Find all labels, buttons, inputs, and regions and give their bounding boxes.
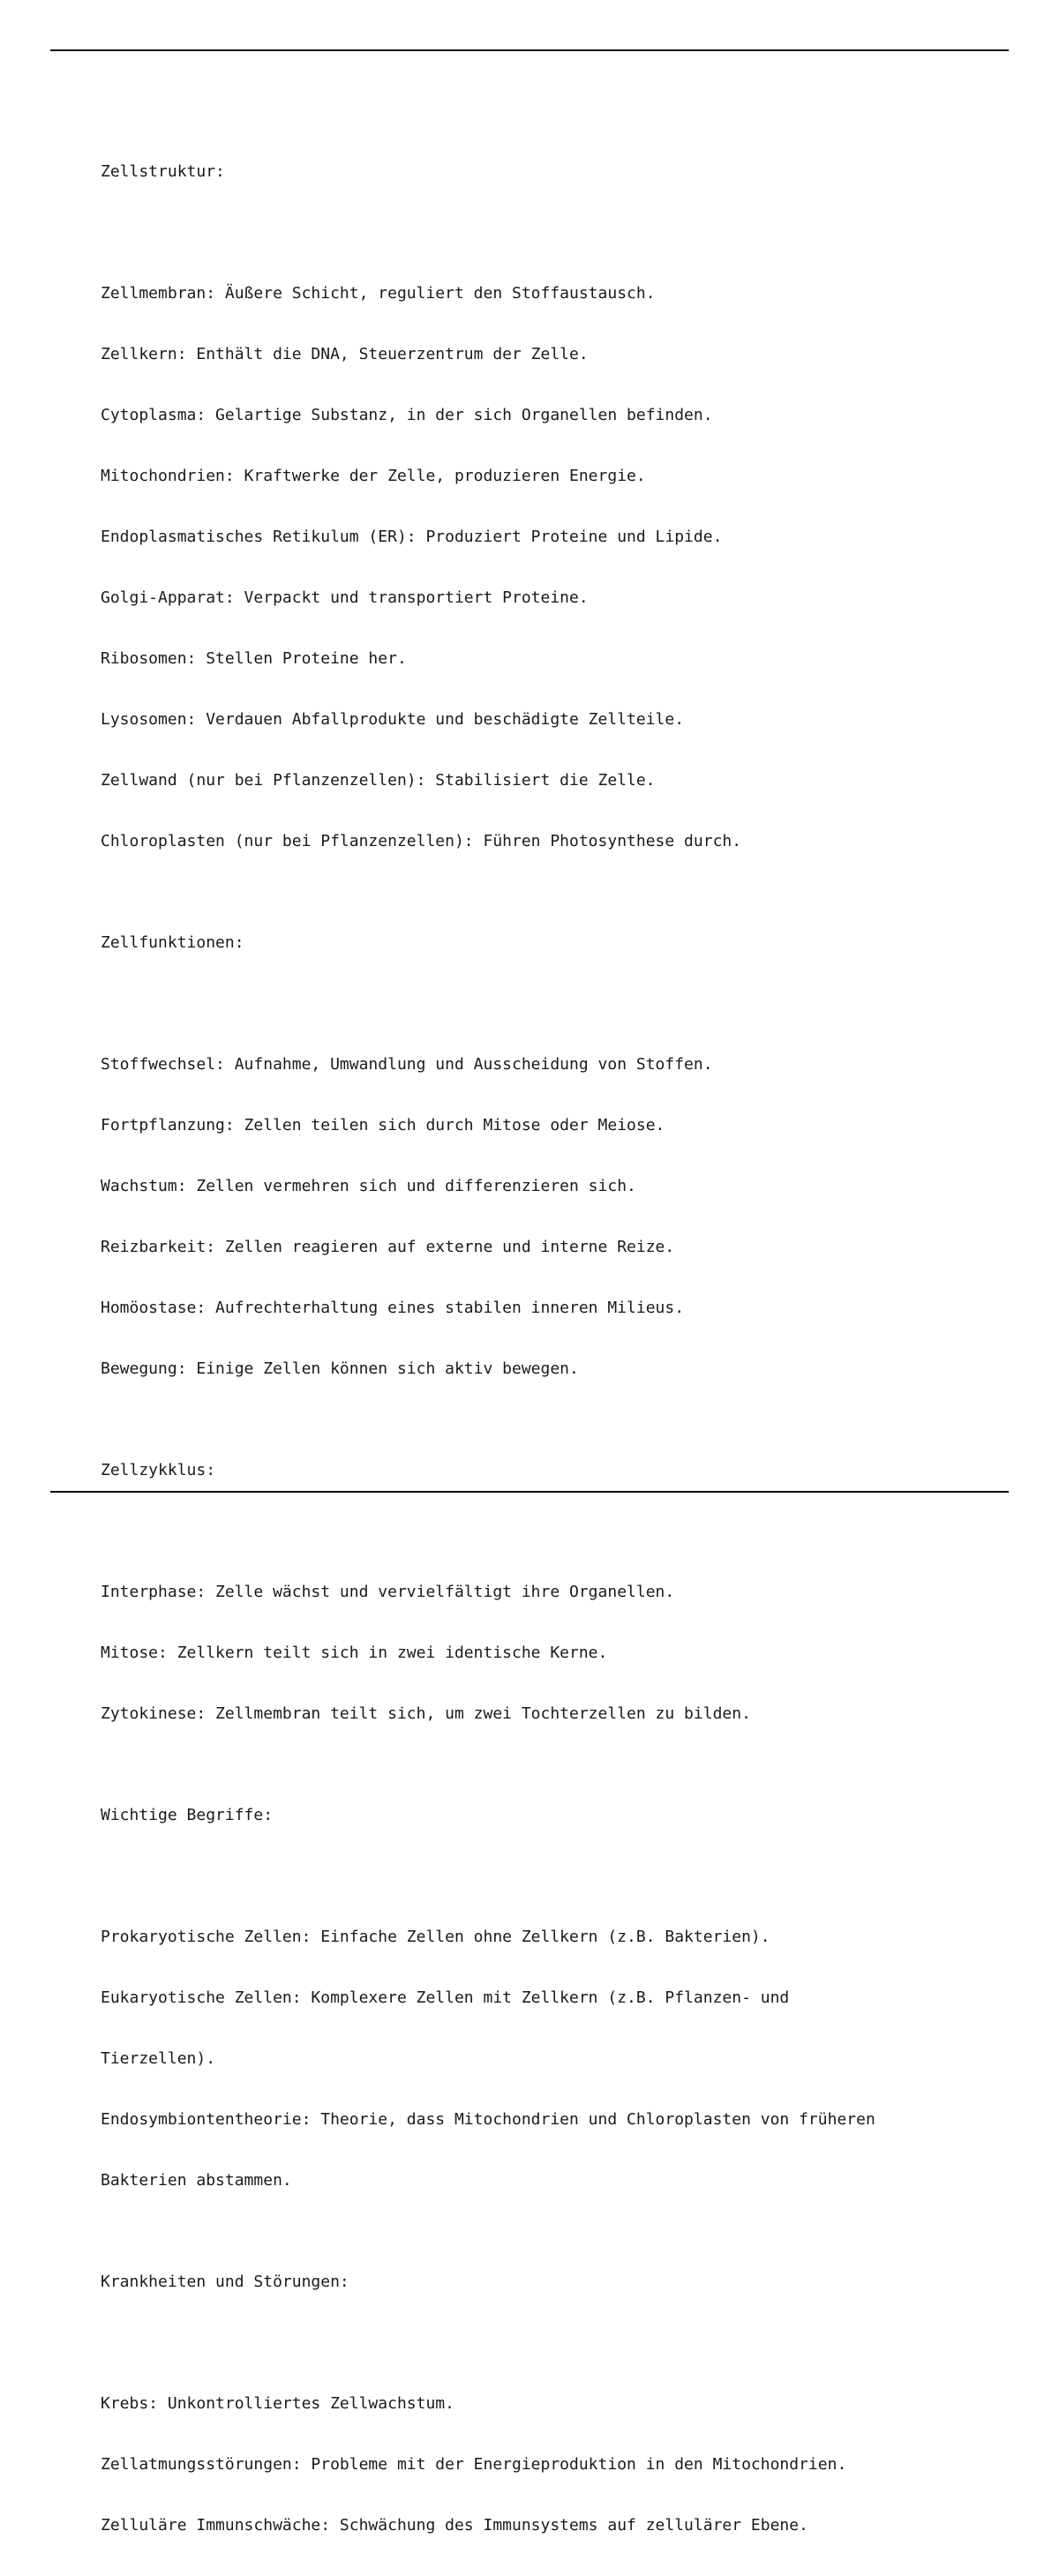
body-line: Endoplasmatisches Retikulum (ER): Produziert Proteine und Lipide.	[101, 528, 723, 546]
blank-line	[101, 222, 983, 243]
body-line: Stoffwechsel: Aufnahme, Umwandlung und Ausscheidung von Stoffen.	[101, 1055, 713, 1074]
body-line: Cytoplasma: Gelartige Substanz, in der sich Organellen befinden.	[101, 406, 713, 424]
body-line: Lysosomen: Verdauen Abfallprodukte und beschädigte Zellteile.	[101, 710, 685, 729]
body-line: Bakterien abstammen.	[101, 2171, 292, 2190]
body-line: Fortpflanzung: Zellen teilen sich durch Mitose oder Meiose.	[101, 1116, 665, 1134]
body-line: Prokaryotische Zellen: Einfache Zellen ohne Zellkern (z.B. Bakterien).	[101, 1928, 770, 1946]
blank-line	[101, 1521, 983, 1541]
body-line: Tierzellen).	[101, 2049, 216, 2068]
body-line: Eukaryotische Zellen: Komplexere Zellen mit Zellkern (z.B. Pflanzen- und	[101, 1988, 790, 2007]
blank-line	[101, 1866, 983, 1886]
blank-line	[101, 993, 983, 1014]
header-rule	[50, 49, 1009, 51]
body-line: Golgi-Apparat: Verpackt und transportiert Proteine.	[101, 588, 589, 607]
section-heading: Zellfunktionen:	[101, 933, 244, 952]
document-body	[101, 101, 983, 2576]
section-heading: Zellzykklus:	[101, 1461, 216, 1479]
body-line: Zellkern: Enthält die DNA, Steuerzentrum der Zelle.	[101, 345, 589, 363]
body-line: Mitochondrien: Kraftwerke der Zelle, produzieren Energie.	[101, 467, 646, 485]
body-line: Ribosomen: Stellen Proteine her.	[101, 649, 407, 668]
body-line: Chloroplasten (nur bei Pflanzenzellen): Führen Photosynthese durch.	[101, 832, 742, 850]
body-line: Homöostase: Aufrechterhaltung eines stabilen inneren Milieus.	[101, 1299, 685, 1317]
body-line: Zellmembran: Äußere Schicht, reguliert den Stoffaustausch.	[101, 284, 656, 303]
body-line: Wachstum: Zellen vermehren sich und differenzieren sich.	[101, 1177, 636, 1195]
footer-rule	[50, 1491, 1009, 1493]
body-line: Endosymbiontentheorie: Theorie, dass Mitochondrien und Chloroplasten von früheren	[101, 2110, 875, 2129]
body-line: Mitose: Zellkern teilt sich in zwei identische Kerne.	[101, 1644, 608, 1662]
body-line: Interphase: Zelle wächst und vervielfältigt ihre Organellen.	[101, 1583, 675, 1601]
body-line: Zellwand (nur bei Pflanzenzellen): Stabilisiert die Zelle.	[101, 771, 656, 790]
section-heading: Zellstruktur:	[101, 162, 225, 181]
blank-line	[101, 2333, 983, 2353]
body-line: Reizbarkeit: Zellen reagieren auf externe und interne Reize.	[101, 1238, 675, 1256]
body-line: Zellatmungsstörungen: Probleme mit der Energieproduktion in den Mitochondrien.	[101, 2455, 847, 2474]
body-line: Zelluläre Immunschwäche: Schwächung des Immunsystems auf zellulärer Ebene.	[101, 2516, 808, 2535]
body-line: Zytokinese: Zellmembran teilt sich, um zwei Tochterzellen zu bilden.	[101, 1704, 751, 1723]
body-line: Krebs: Unkontrolliertes Zellwachstum.	[101, 2394, 454, 2413]
section-heading: Krankheiten und Störungen:	[101, 2273, 349, 2291]
section-heading: Wichtige Begriffe:	[101, 1806, 274, 1824]
body-line: Bewegung: Einige Zellen können sich aktiv bewegen.	[101, 1359, 579, 1378]
